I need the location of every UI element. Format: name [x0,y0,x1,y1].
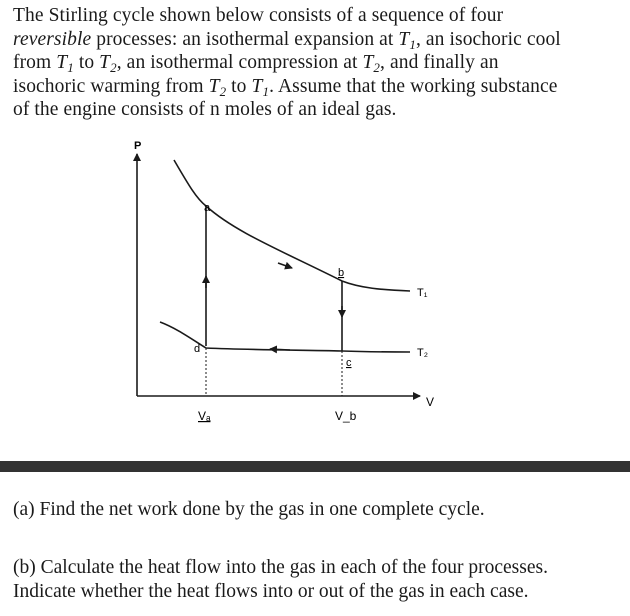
point-b-label: b [338,267,345,279]
intro-text: processes: an isothermal expansion at [91,28,399,50]
isotherm-t1-curve [174,160,410,291]
t2-symbol: $T_2$ [208,75,227,99]
question-b [13,556,625,603]
question-b-line-1: (b) Calculate the heat flow into the gas in each of the four processes. [13,557,548,578]
v-axis-label: V [426,395,435,409]
t1-symbol: $T_1$ [398,28,416,52]
reversible-emphasis: reversible [13,28,92,50]
isotherm-t2-arrow [270,349,290,350]
intro-text: , an isothermal compression at [116,52,363,74]
va-label: Vₐ [198,409,211,423]
question-a: (a) Find the net work done by the gas in one complete cycle. [13,499,485,520]
t1-symbol: $T_1$ [56,52,74,76]
intro-line-5: of the engine consists of n moles of an ideal gas. [13,99,397,121]
intro-text: to [226,75,252,97]
problem-statement [13,4,625,122]
intro-text: from [13,52,57,74]
p-axis-label: P [134,140,142,152]
pv-diagram [120,136,450,436]
intro-line-1: The Stirling cycle shown below consists of a sequence of four [13,5,504,26]
t2-symbol: $T_2$ [99,52,117,76]
question-b-line-2: Indicate whether the heat flows into or out of the gas in each case. [13,580,529,602]
t1-symbol: $T_1$ [251,75,270,99]
point-a-label: a [204,202,211,214]
t1-label: T₁ [417,287,428,299]
point-c-label: c [346,357,352,369]
t2-label: T₂ [417,347,428,359]
isotherm-t1-arrow [278,263,292,268]
vb-label: V_b [335,409,357,423]
section-divider-band [0,461,630,472]
intro-text: to [73,52,100,74]
intro-text: . Assume that the working substance [269,75,558,97]
point-d-label: d [194,343,201,355]
t2-symbol: $T_2$ [362,52,381,76]
intro-text: isochoric warming from [13,75,209,97]
intro-text: , an isochoric cool [415,28,561,50]
intro-text: , and finally an [380,52,499,74]
